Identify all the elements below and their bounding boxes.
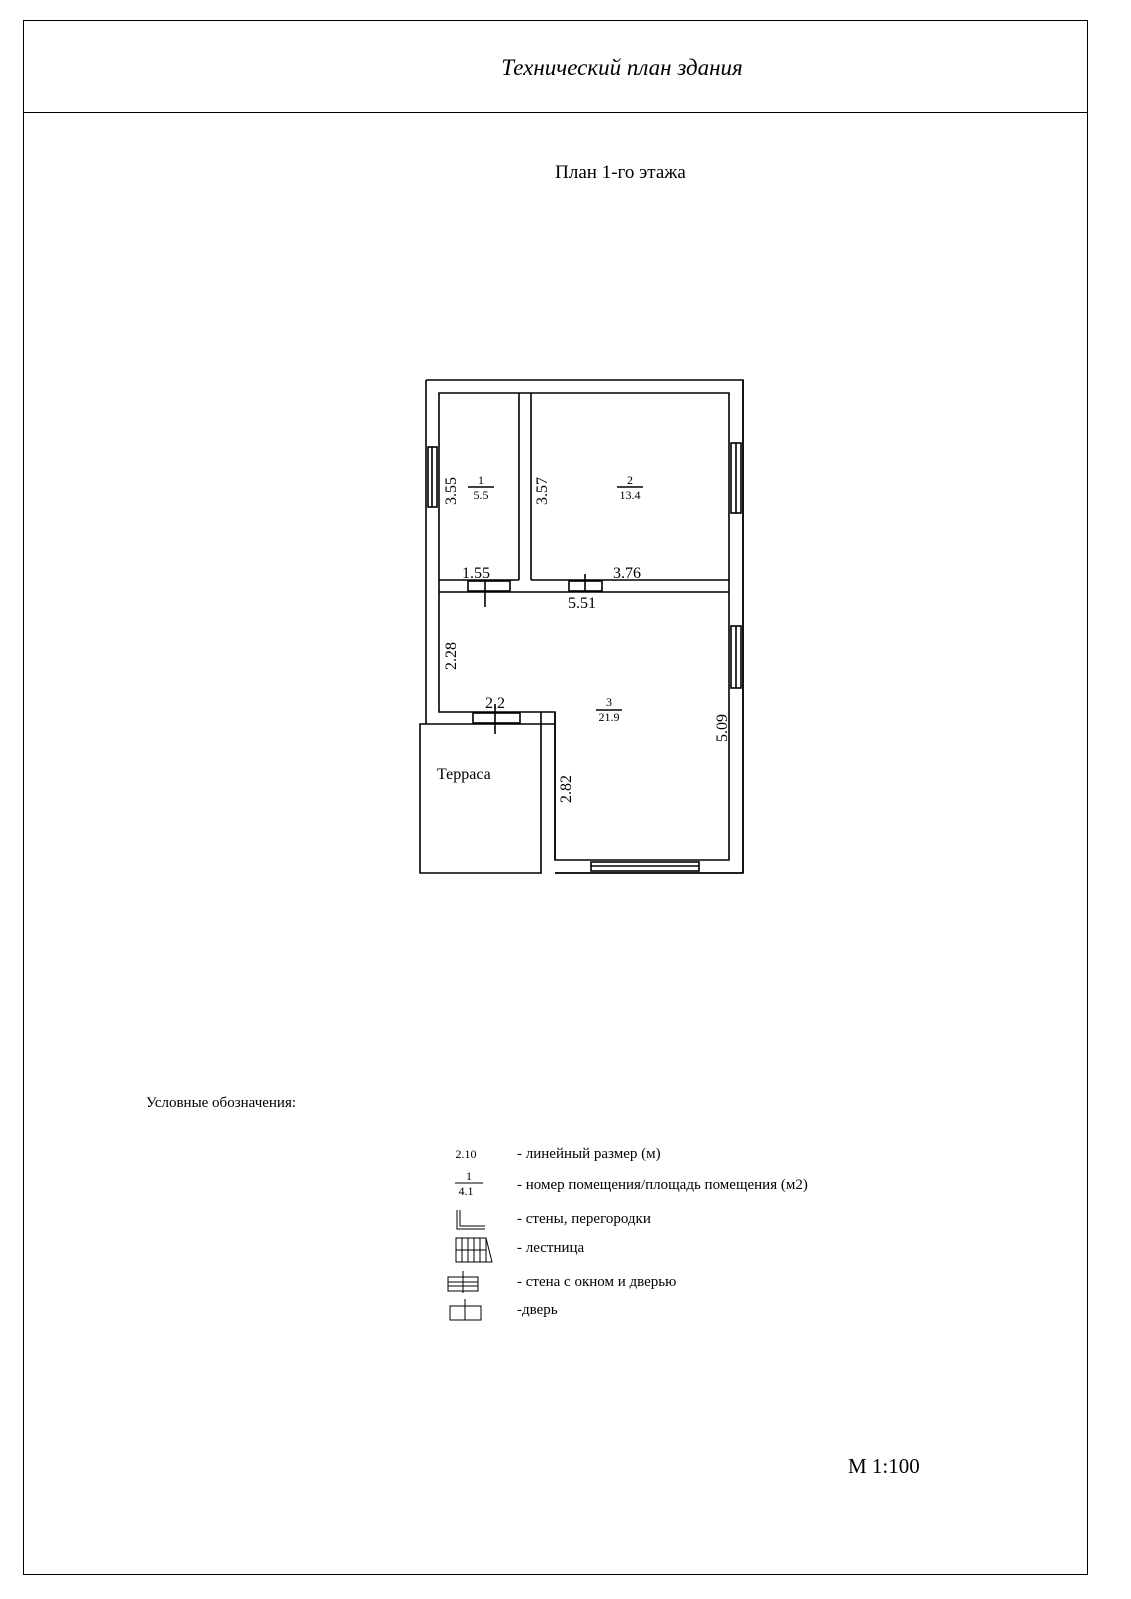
legend-linear-sample: 2.10 bbox=[455, 1147, 477, 1161]
room-3-area: 21.9 bbox=[598, 710, 620, 724]
room-3-number: 3 bbox=[606, 695, 612, 709]
plan-title: План 1-го этажа bbox=[555, 162, 686, 183]
room-1-area: 5.5 bbox=[473, 488, 489, 502]
legend-room-area-sample: 4.1 bbox=[458, 1184, 474, 1198]
room-2-number: 2 bbox=[627, 473, 633, 487]
legend-room-number-sample: 1 bbox=[466, 1169, 472, 1183]
legend-walls-text: - стены, перегородки bbox=[517, 1211, 651, 1227]
outer-wall-outer bbox=[426, 380, 743, 873]
terrace-label: Терраса bbox=[437, 766, 491, 783]
legend-window-text: - стена с окном и дверью bbox=[517, 1274, 677, 1290]
outer-wall bbox=[426, 380, 743, 873]
legend-heading: Условные обозначения: bbox=[146, 1095, 297, 1111]
dim-room3-width: 5.51 bbox=[568, 595, 596, 612]
stairs-symbol bbox=[456, 1238, 492, 1262]
legend-room-text: - номер помещения/площадь помещения (м2) bbox=[517, 1177, 808, 1193]
terrace-wall-join bbox=[541, 712, 555, 724]
outer-wall-inner bbox=[439, 393, 729, 860]
dim-room2-height: 3.57 bbox=[534, 477, 551, 505]
room-2-area: 13.4 bbox=[619, 488, 641, 502]
window-door-symbol bbox=[448, 1271, 478, 1293]
door-symbol bbox=[450, 1299, 481, 1320]
dim-notch-width: 2.2 bbox=[485, 695, 505, 712]
legend-stairs-text: - лестница bbox=[517, 1240, 585, 1256]
door-terrace bbox=[473, 713, 520, 723]
scale-label: М 1:100 bbox=[848, 1454, 920, 1478]
dim-room3-left-lower: 2.82 bbox=[558, 775, 575, 803]
dim-room1-height: 3.55 bbox=[443, 477, 460, 505]
dim-room3-left-upper: 2.28 bbox=[443, 642, 460, 670]
legend-door-text: -дверь bbox=[517, 1302, 558, 1318]
terrace-outline bbox=[420, 724, 541, 873]
legend-linear-text: - линейный размер (м) bbox=[517, 1146, 661, 1162]
door-room1 bbox=[468, 581, 510, 591]
walls-symbol bbox=[457, 1210, 485, 1229]
dim-room3-right: 5.09 bbox=[714, 714, 731, 742]
document-title: Технический план здания bbox=[501, 55, 743, 80]
room-1-number: 1 bbox=[478, 473, 484, 487]
dim-room1-width: 1.55 bbox=[462, 565, 490, 582]
partition-room1 bbox=[519, 393, 531, 580]
dim-room2-width: 3.76 bbox=[613, 565, 641, 582]
